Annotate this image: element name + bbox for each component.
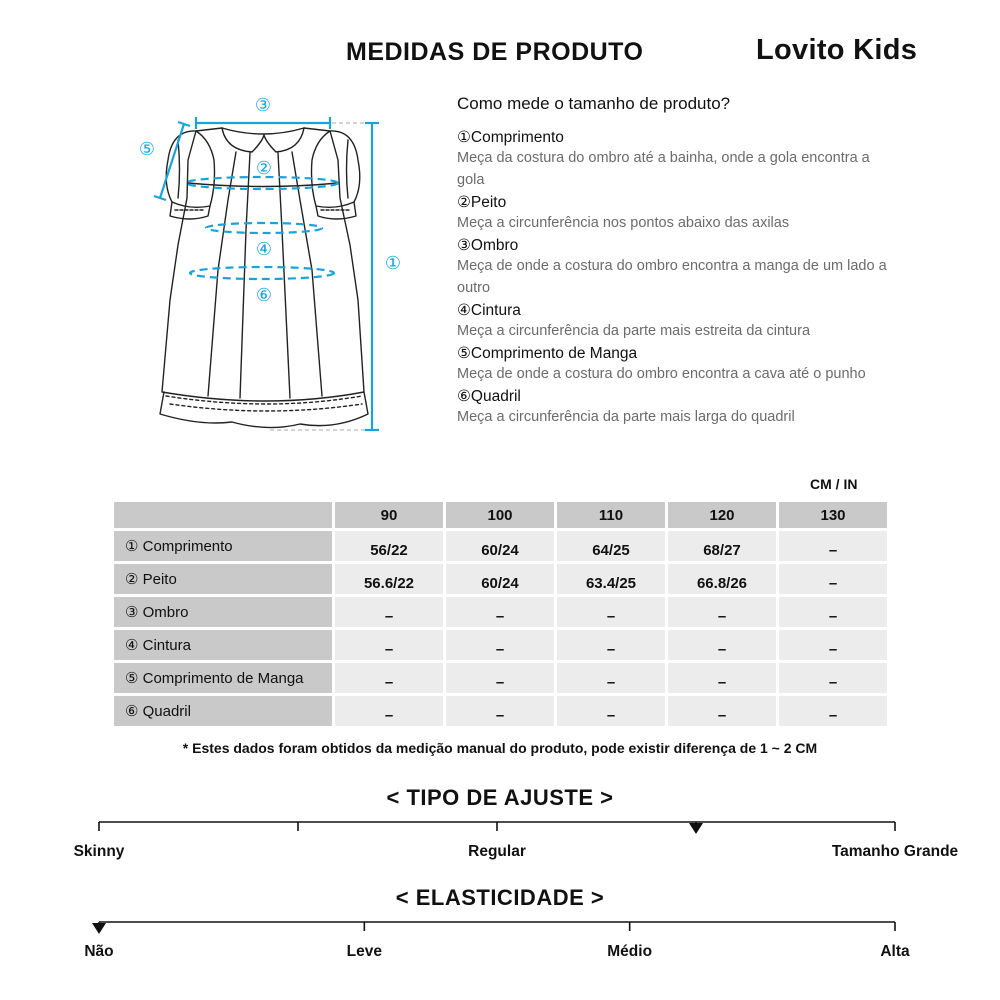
guide-item-desc: Meça a circunferência da parte mais larga do quadril [457,409,795,425]
guide-item-title: ③Ombro [457,237,519,254]
guide-item-desc: Meça de onde a costura do ombro encontra a manga de um lado a outro [457,258,887,296]
table-cell: 56.6/22 [335,564,443,594]
guide-item-desc: Meça a circunferência da parte mais estreita da cintura [457,323,811,339]
table-row [114,531,887,561]
marker-4: ④ [255,239,273,260]
marker-2: ② [255,158,273,179]
guide-item-desc: Meça a circunferência nos pontos abaixo das axilas [457,215,790,231]
table-cell: 63.4/25 [557,564,665,594]
scale-label: Tamanho Grande [831,843,959,860]
table-cell: – [779,663,887,693]
table-cell: – [446,663,554,693]
table-row [114,663,887,693]
table-row [114,597,887,627]
size-header: 120 [668,502,776,528]
guide-item [457,128,887,191]
guide-question: Como mede o tamanho de produto? [457,94,731,113]
guide-item [457,387,887,428]
table-cell: – [557,630,665,660]
row-label: ⑥ Quadril [114,696,332,726]
guide-item-desc: Meça da costura do ombro até a bainha, onde a gola encontra a gola [457,150,870,188]
measurement-note: * Estes dados foram obtidos da medição manual do produto, pode existir diferença de 1 ~ 2 CM [182,740,818,756]
brand-logo: Lovito Kids [756,34,918,66]
size-header: 130 [779,502,887,528]
guide-item [457,193,887,234]
size-header: 110 [557,502,665,528]
table-cell: 60/24 [446,564,554,594]
table-cell: – [668,663,776,693]
table-cell: – [446,630,554,660]
table-cell: – [335,597,443,627]
measurement-guide [457,126,887,428]
table-cell: – [668,696,776,726]
guide-item [457,301,887,342]
scale-label: Regular [468,843,526,860]
guide-item-title: ⑤Comprimento de Manga [457,345,638,362]
guide-item [457,344,887,385]
scale-marker-icon [689,823,703,834]
table-corner [114,502,332,528]
table-cell: – [557,696,665,726]
guide-item-title: ②Peito [457,194,507,211]
row-label: ③ Ombro [114,597,332,627]
table-row [114,630,887,660]
scale-label: Médio [607,943,653,960]
table-cell: – [446,696,554,726]
table-cell: 56/22 [335,531,443,561]
fit-scale [0,815,1000,865]
table-cell: – [335,663,443,693]
table-cell: – [557,663,665,693]
size-table [111,499,890,729]
table-row [114,696,887,726]
table-cell: 64/25 [557,531,665,561]
marker-3: ③ [254,95,272,116]
table-cell: – [335,696,443,726]
row-label: ⑤ Comprimento de Manga [114,663,332,693]
scale-label: Alta [880,943,910,960]
table-row [114,564,887,594]
table-cell: – [668,597,776,627]
scale-label: Não [84,943,114,960]
table-cell: – [779,531,887,561]
table-cell: – [335,630,443,660]
row-label: ① Comprimento [114,531,332,561]
table-cell: – [668,630,776,660]
guide-item-title: ①Comprimento [457,129,564,146]
row-label: ② Peito [114,564,332,594]
row-label: ④ Cintura [114,630,332,660]
table-cell: – [779,630,887,660]
guide-item-title: ④Cintura [457,302,521,319]
size-header: 100 [446,502,554,528]
size-header: 90 [335,502,443,528]
scale-label: Leve [346,943,382,960]
table-cell: 60/24 [446,531,554,561]
marker-6: ⑥ [255,285,273,306]
scale-label: Skinny [73,843,125,860]
table-cell: – [446,597,554,627]
table-cell: – [779,564,887,594]
table-cell: – [557,597,665,627]
elasticity-title: < ELASTICIDADE > [395,885,605,910]
guide-item-desc: Meça de onde a costura do ombro encontra a cava até o punho [457,366,866,382]
guide-item [457,236,887,299]
unit-label: CM / IN [810,476,858,492]
scale-line [0,815,1000,835]
scale-marker-icon [92,923,106,934]
size-header-row [114,502,887,528]
table-cell: 66.8/26 [668,564,776,594]
scale-line [0,915,1000,935]
page-title: MEDIDAS DE PRODUTO [346,38,644,66]
guide-item-title: ⑥Quadril [457,388,521,405]
table-cell: – [779,696,887,726]
marker-1: ① [384,253,402,274]
table-cell: 68/27 [668,531,776,561]
table-cell: – [779,597,887,627]
marker-5: ⑤ [138,139,156,160]
dress-diagram [125,92,425,442]
elasticity-scale [0,915,1000,965]
fit-title: < TIPO DE AJUSTE > [386,785,614,810]
